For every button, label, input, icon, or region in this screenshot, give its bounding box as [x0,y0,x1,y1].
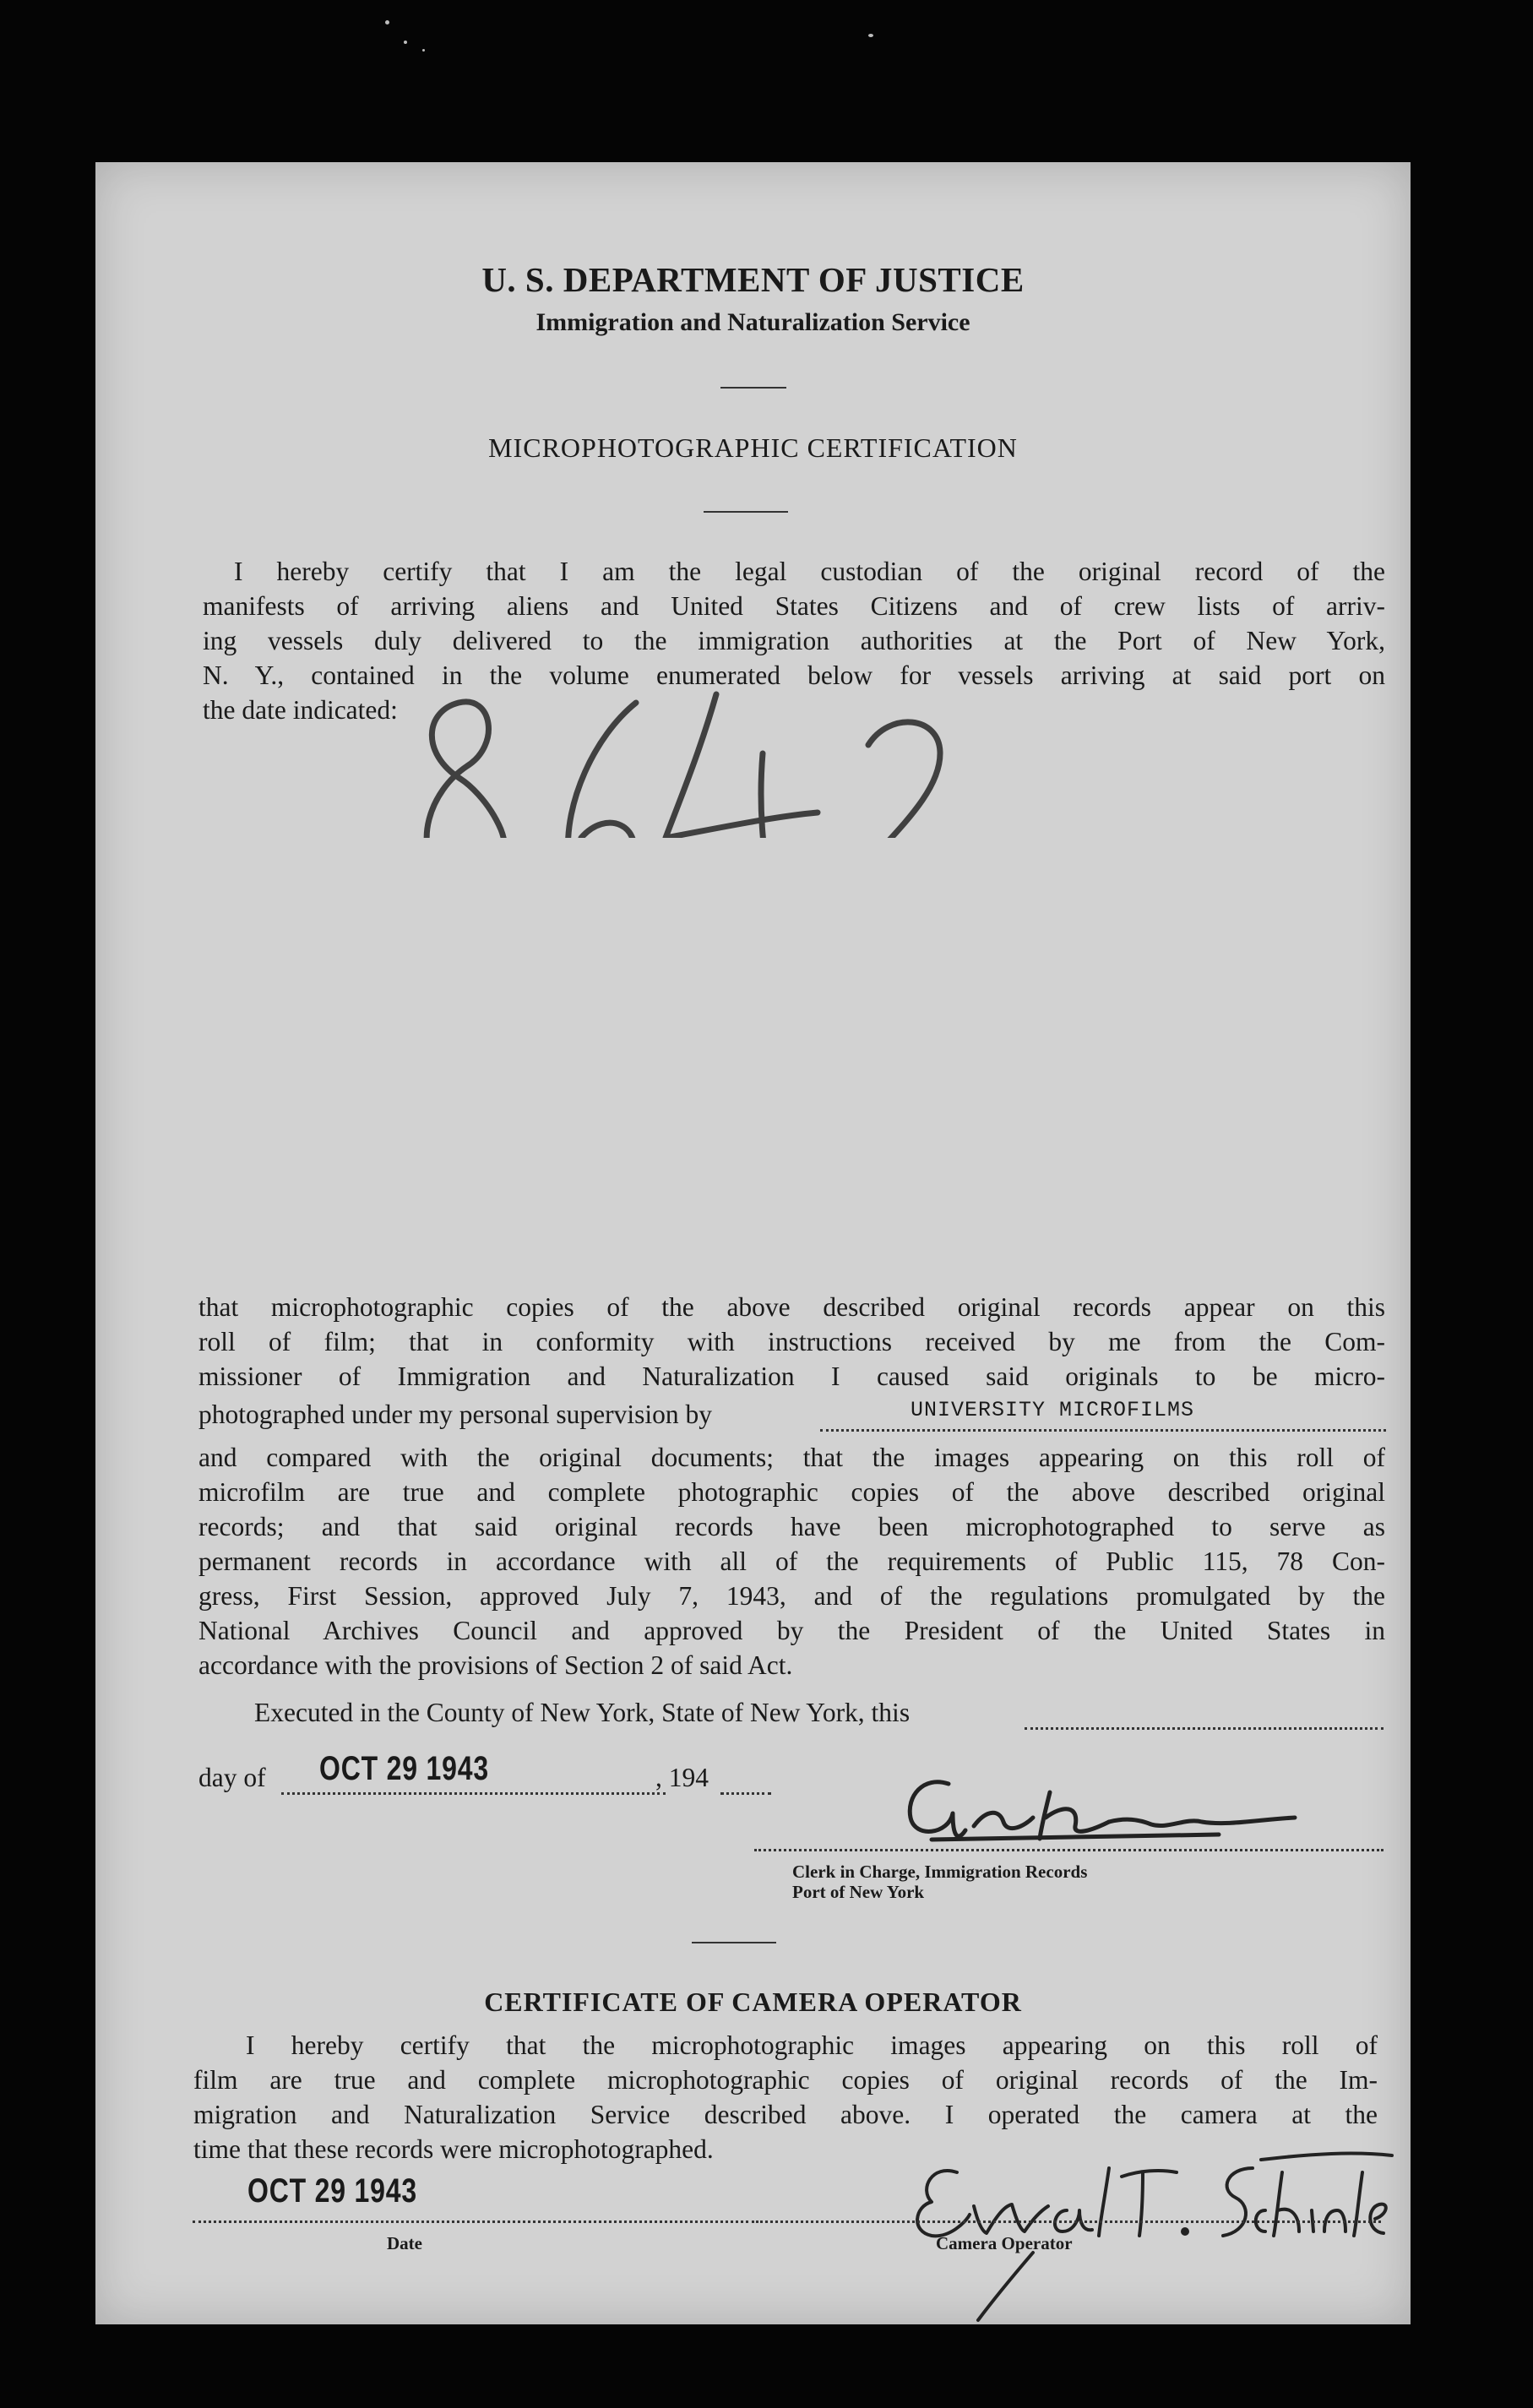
camera-line: time that these records were microphotographed. [193,2134,714,2164]
day-of-label: day of [198,1763,266,1792]
body-line: missioner of Immigration and Naturalization I caused said originals to be micro- [198,1362,1385,1391]
clerk-signature-line [754,1849,1384,1851]
year-suffix: , 194 [655,1763,709,1792]
camera-line: migration and Naturalization Service described above. I operated the camera at the [193,2100,1378,2129]
year-dotted-line [720,1792,771,1795]
intro-line: manifests of arriving aliens and United States Citizens and of crew lists of arriv- [203,591,1385,621]
date-dotted-line [193,2220,754,2223]
intro-line: I hereby certify that I am the legal custodian of the original record of the [234,557,1385,586]
handwritten-volume-and-dates [95,162,1411,838]
body-line: roll of film; that in conformity with instructions received by me from the Com- [198,1327,1385,1356]
body-line: National Archives Council and approved by the President of the United States in [198,1616,1385,1645]
clerk-title: Clerk in Charge, Immigration Records Port of New York [792,1862,1088,1902]
supervision-line [198,1400,1385,1438]
body-line: accordance with the provisions of Section 2 of said Act. [198,1650,793,1680]
camera-certificate-title: CERTIFICATE OF CAMERA OPERATOR [484,1987,1022,2017]
execution-statement: Executed in the County of New York, State of New York, this [254,1698,911,1727]
service-subtitle: Immigration and Naturalization Service [535,308,970,336]
supervisor-name: UNIVERSITY MICROFILMS [911,1398,1195,1422]
supervision-prefix: photographed under my personal supervision by [198,1400,713,1429]
body-line: and compared with the original documents; that the images appearing on this roll of [198,1443,1385,1472]
film-speck [385,20,389,24]
department-title: U. S. DEPARTMENT OF JUSTICE [481,260,1025,299]
certification-body-continued [198,1440,1385,1682]
intro-line: N. Y., contained in the volume enumerated below for vessels arriving at said port on [203,660,1385,690]
intro-line: ing vessels duly delivered to the immigration authorities at the Port of New York, [203,626,1385,655]
body-line: permanent records in accordance with all of the requirements of Public 115, 78 Con- [198,1546,1385,1576]
certificate-sheet [95,162,1411,2324]
operator-dotted-line [756,2220,1381,2223]
certification-title: MICROPHOTOGRAPHIC CERTIFICATION [488,432,1018,463]
body-line: gress, First Session, approved July 7, 1943, and of the regulations promulgated by the [198,1581,1385,1611]
certification-body [198,1290,1385,1394]
intro-line: the date indicated: [203,695,398,725]
operator-signature [822,2139,1396,2324]
film-speck [868,34,873,37]
film-speck [422,49,425,52]
date-label: Date [387,2233,422,2253]
day-dotted-line [281,1792,666,1795]
film-speck [404,41,407,44]
body-line: records; and that said original records have been microphotographed to serve as [198,1512,1385,1541]
camera-line: I hereby certify that the microphotographic images appearing on this roll of [246,2030,1378,2060]
clerk-signature [839,1758,1396,1860]
camera-operator-label: Camera Operator [936,2233,1073,2253]
camera-date-stamp: OCT 29 1943 [247,2172,417,2210]
execution-date-stamp: OCT 29 1943 [319,1750,489,1787]
execution-dotted-line [1025,1727,1384,1730]
body-line: that microphotographic copies of the above described original records appear on this [198,1292,1385,1322]
body-line: microfilm are true and complete photographic copies of the above described original [198,1477,1385,1507]
divider [692,1942,776,1943]
camera-line: film are true and complete microphotographic copies of original records of the Im- [193,2065,1378,2095]
supervisor-dotted-line [820,1429,1386,1432]
